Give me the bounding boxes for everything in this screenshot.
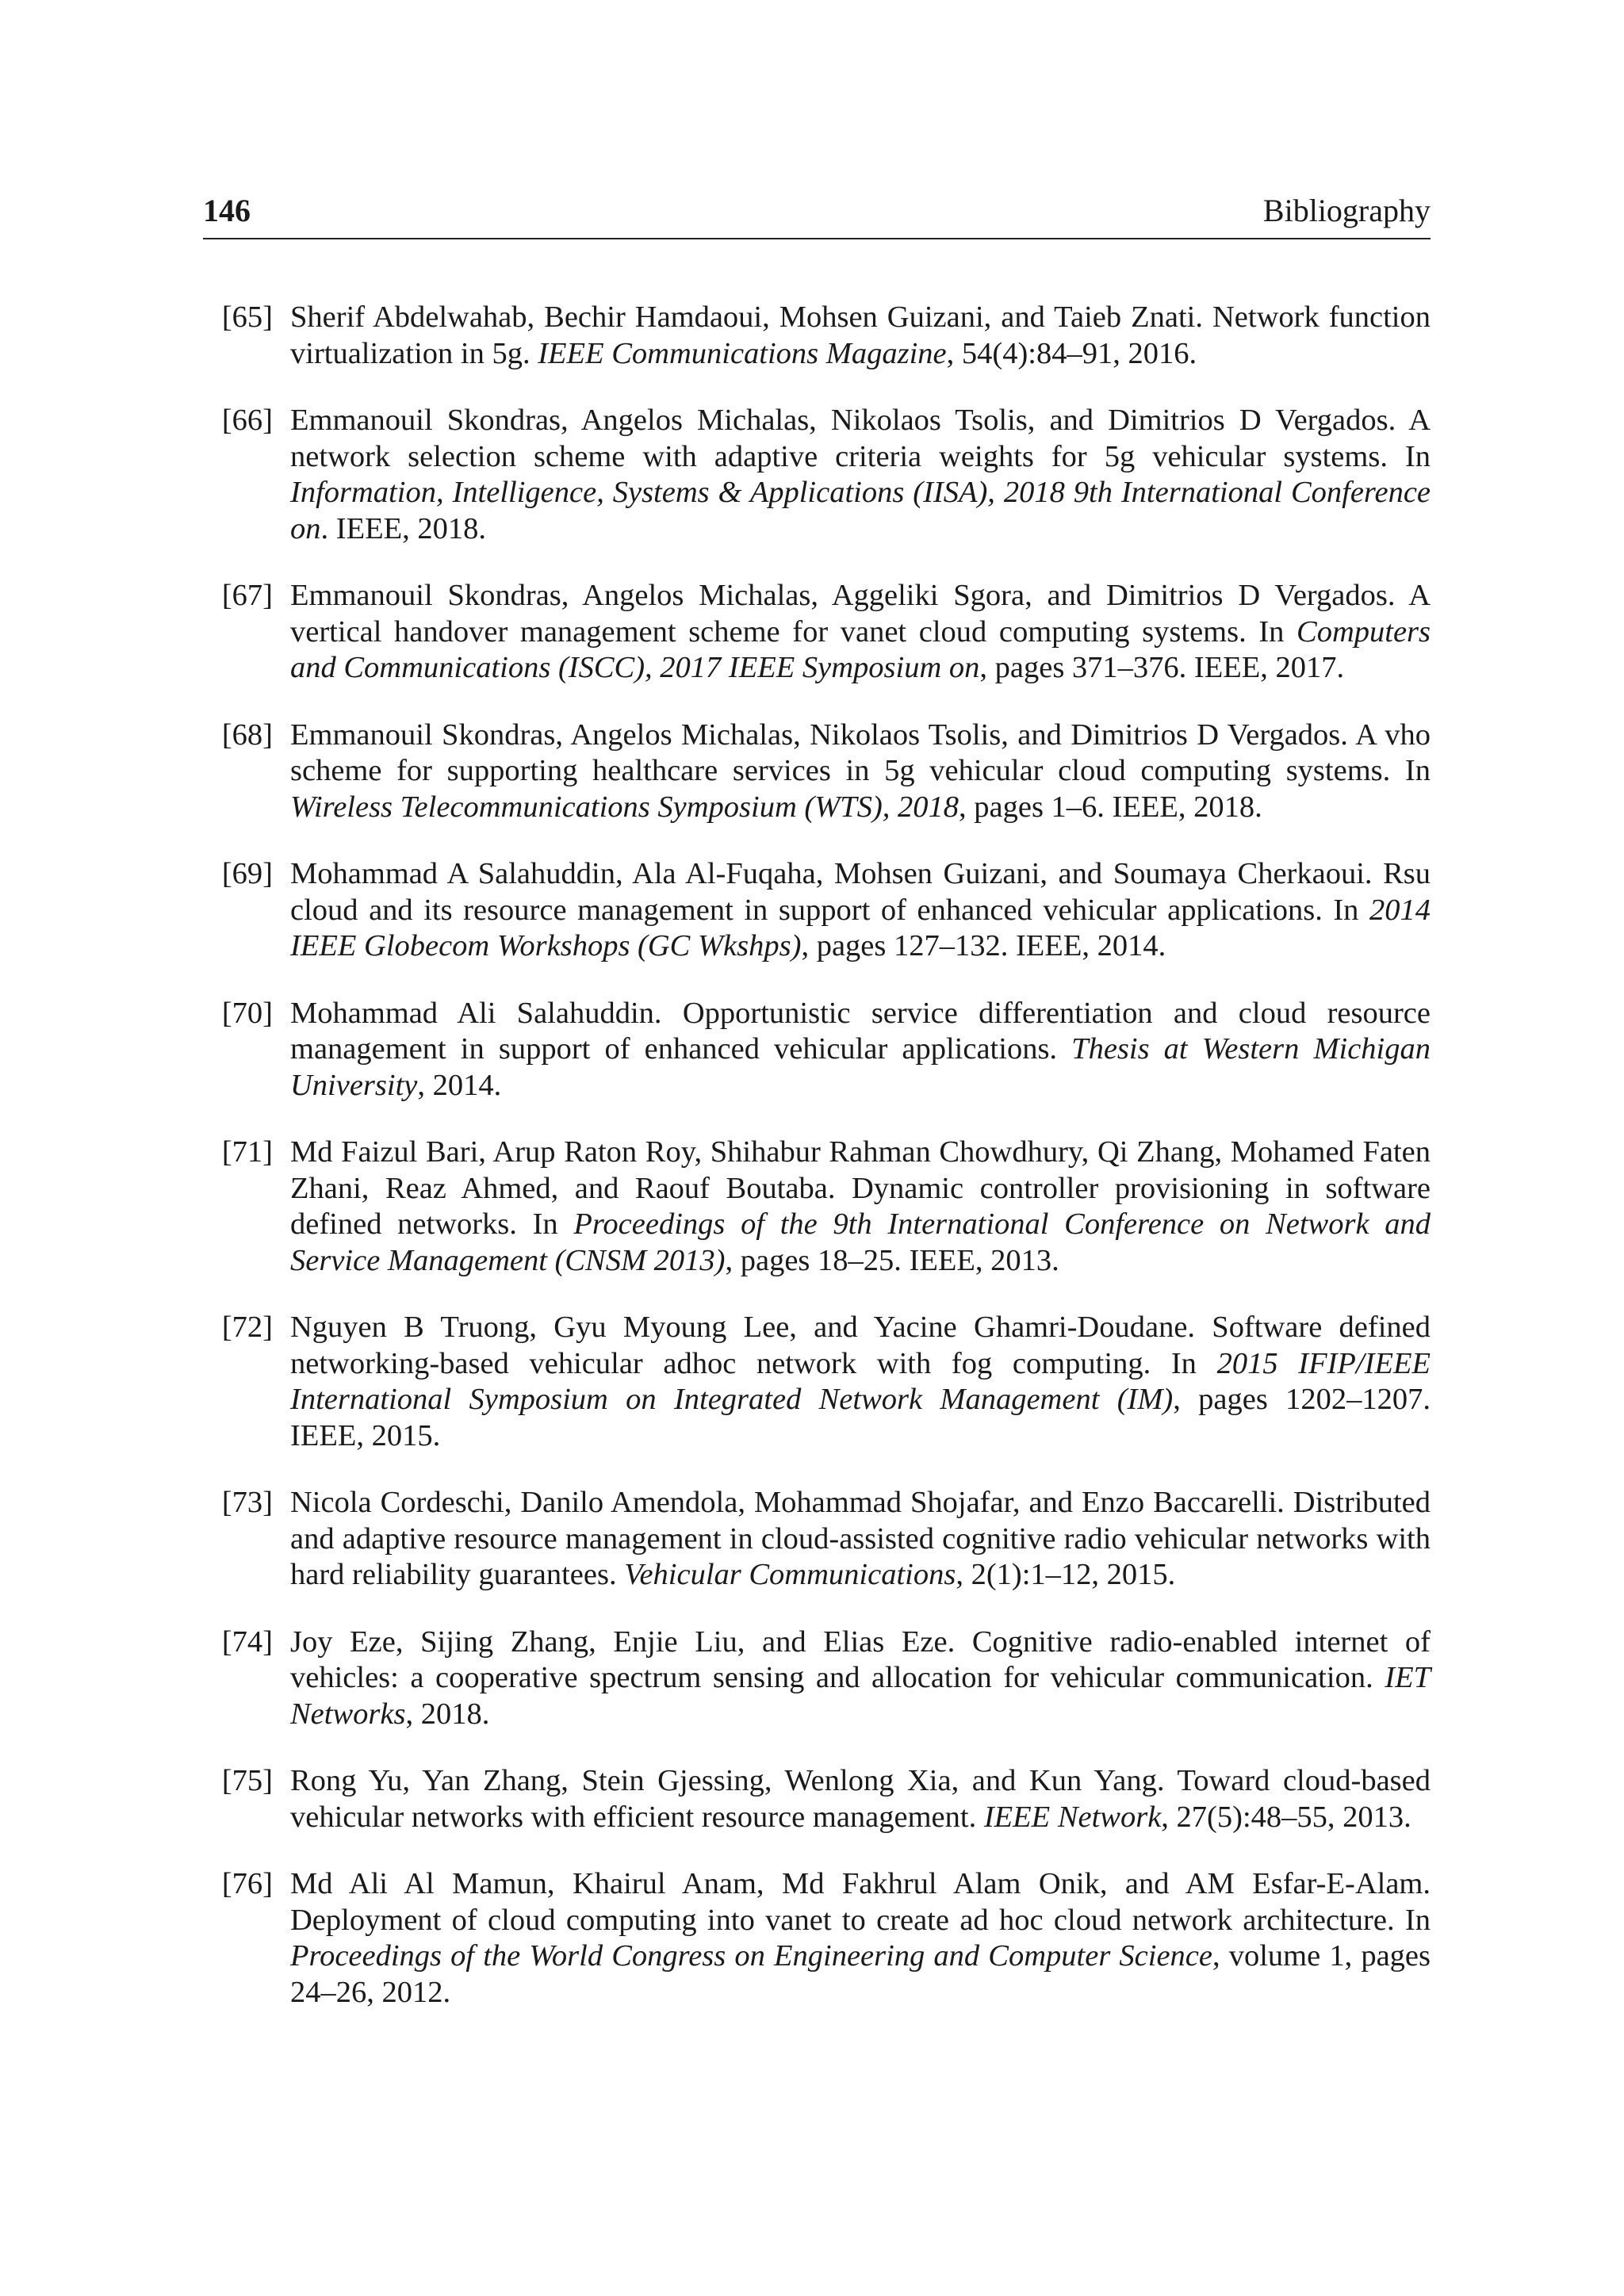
reference-entry (203, 1310, 1431, 1454)
reference-entry (203, 1485, 1431, 1594)
reference-text (290, 996, 1431, 1104)
reference-authors-title: Emmanouil Skondras, Angelos Michalas, Nikolaos Tsolis, and Dimitrios D Vergados. A vho scheme for supporting healthcare services in 5g vehicular cloud computing systems. In (290, 718, 1431, 787)
reference-text (290, 1485, 1431, 1594)
reference-venue: Computers and Communications (ISCC), 2017 IEEE Symposium on (290, 614, 1431, 684)
reference-number: [75] (221, 1764, 273, 1797)
reference-authors-title: Emmanouil Skondras, Angelos Michalas, Aggeliki Sgora, and Dimitrios D Vergados. A vertical handover management scheme for vanet cloud computing systems. In (290, 579, 1431, 649)
reference-authors-title: Md Ali Al Mamun, Khairul Anam, Md Fakhrul Alam Onik, and AM Esfar-E-Alam. Deployment of cloud computing into vanet to create ad hoc cloud network architecture. In (290, 1867, 1431, 1937)
reference-entry (203, 578, 1431, 687)
reference-details: , 27(5):48–55, 2013. (1161, 1800, 1411, 1834)
reference-number: [73] (221, 1486, 273, 1519)
reference-number: [65] (221, 300, 273, 334)
reference-details: , 2(1):1–12, 2015. (956, 1558, 1176, 1591)
reference-text (290, 300, 1431, 372)
reference-details: , pages 18–25. IEEE, 2013. (725, 1243, 1059, 1277)
reference-authors-title: Mohammad Ali Salahuddin. Opportunistic service differentiation and cloud resource management in support of enhanced vehicular applications. (290, 996, 1431, 1066)
reference-entry (203, 1866, 1431, 2011)
reference-venue: Vehicular Communications (624, 1558, 956, 1591)
reference-number: [71] (221, 1135, 273, 1169)
reference-venue: Proceedings of the World Congress on Engineering and Computer Science (290, 1939, 1212, 1973)
reference-venue: 2015 IFIP/IEEE International Symposium on Integrated Network Management (IM) (290, 1346, 1431, 1416)
reference-text (290, 403, 1431, 547)
reference-details: , 2014. (417, 1068, 502, 1102)
document-page (203, 195, 1431, 2042)
reference-authors-title: Sherif Abdelwahab, Bechir Hamdaoui, Mohsen Guizani, and Taieb Znati. Network function virtualization in 5g. (290, 300, 1431, 370)
reference-entry (203, 403, 1431, 547)
reference-authors-title: Emmanouil Skondras, Angelos Michalas, Nikolaos Tsolis, and Dimitrios D Vergados. A network selection scheme with adaptive criteria weights for 5g vehicular systems. In (290, 404, 1431, 473)
reference-entry (203, 1624, 1431, 1733)
reference-entry (203, 718, 1431, 826)
reference-venue: Information, Intelligence, Systems & Applications (IISA), 2018 9th International Conference on (290, 476, 1431, 545)
reference-details: , pages 1202–1207. IEEE, 2015. (290, 1383, 1431, 1452)
reference-details: , pages 127–132. IEEE, 2014. (801, 929, 1166, 962)
reference-number: [66] (221, 404, 273, 437)
reference-venue: 2014 IEEE Globecom Workshops (GC Wkshps) (290, 893, 1431, 962)
reference-entry (203, 996, 1431, 1104)
reference-number: [70] (221, 996, 273, 1030)
reference-authors-title: Mohammad A Salahuddin, Ala Al-Fuqaha, Mohsen Guizani, and Soumaya Cherkaoui. Rsu cloud and its resource management in support of enhanced vehicular applications. In (290, 857, 1431, 927)
reference-details: , volume 1, pages 24–26, 2012. (290, 1939, 1431, 2009)
reference-details: . IEEE, 2018. (320, 511, 486, 545)
reference-number: [72] (221, 1311, 273, 1344)
reference-authors-title: Md Faizul Bari, Arup Raton Roy, Shihabur Rahman Chowdhury, Qi Zhang, Mohamed Faten Zhani, Reaz Ahmed, and Raouf Boutaba. Dynamic controller provisioning in software defined networks. In (290, 1135, 1431, 1241)
reference-number: [68] (221, 718, 273, 752)
reference-venue: IEEE Network (983, 1800, 1162, 1834)
reference-details: , 2018. (405, 1697, 490, 1731)
reference-venue: Proceedings of the 9th International Conference on Network and Service Management (CNSM 2013) (290, 1207, 1431, 1277)
reference-number: [76] (221, 1867, 273, 1900)
reference-text (290, 718, 1431, 826)
reference-venue: IET Networks (290, 1661, 1431, 1731)
reference-authors-title: Nicola Cordeschi, Danilo Amendola, Mohammad Shojafar, and Enzo Baccarelli. Distributed and adaptive resource management in cloud-assisted cognitive radio vehicular networks with hard reliability guarantees. (290, 1486, 1431, 1591)
reference-number: [69] (221, 857, 273, 890)
reference-text (290, 1763, 1431, 1835)
reference-entry (203, 856, 1431, 965)
reference-text (290, 578, 1431, 687)
reference-number: [67] (221, 579, 273, 612)
page-number: 146 (203, 193, 251, 228)
reference-venue: Wireless Telecommunications Symposium (WTS), 2018 (290, 790, 959, 824)
reference-entry (203, 300, 1431, 372)
reference-number: [74] (221, 1624, 273, 1659)
reference-authors-title: Nguyen B Truong, Gyu Myoung Lee, and Yacine Ghamri-Doudane. Software defined networking-based vehicular adhoc network with fog computing. In (290, 1311, 1431, 1380)
reference-entry (203, 1763, 1431, 1835)
reference-text (290, 1866, 1431, 2011)
section-title: Bibliography (1262, 193, 1431, 228)
reference-authors-title: Joy Eze, Sijing Zhang, Enjie Liu, and Elias Eze. Cognitive radio-enabled internet of vehicles: a cooperative spectrum sensing and allocation for vehicular communication. (290, 1624, 1431, 1694)
reference-details: , 54(4):84–91, 2016. (946, 336, 1197, 370)
reference-details: , pages 371–376. IEEE, 2017. (979, 651, 1345, 684)
reference-venue: IEEE Communications Magazine (538, 336, 947, 370)
reference-venue: Thesis at Western Michigan University (290, 1032, 1431, 1102)
reference-entry (203, 1135, 1431, 1279)
reference-authors-title: Rong Yu, Yan Zhang, Stein Gjessing, Wenlong Xia, and Kun Yang. Toward cloud-based vehicular networks with efficient resource management. (290, 1764, 1431, 1834)
reference-details: , pages 1–6. IEEE, 2018. (959, 790, 1262, 824)
reference-text (290, 1135, 1431, 1279)
reference-text (290, 1310, 1431, 1454)
reference-list (203, 300, 1431, 2011)
reference-text (290, 1624, 1431, 1733)
reference-text (290, 856, 1431, 965)
running-header (203, 195, 1431, 239)
